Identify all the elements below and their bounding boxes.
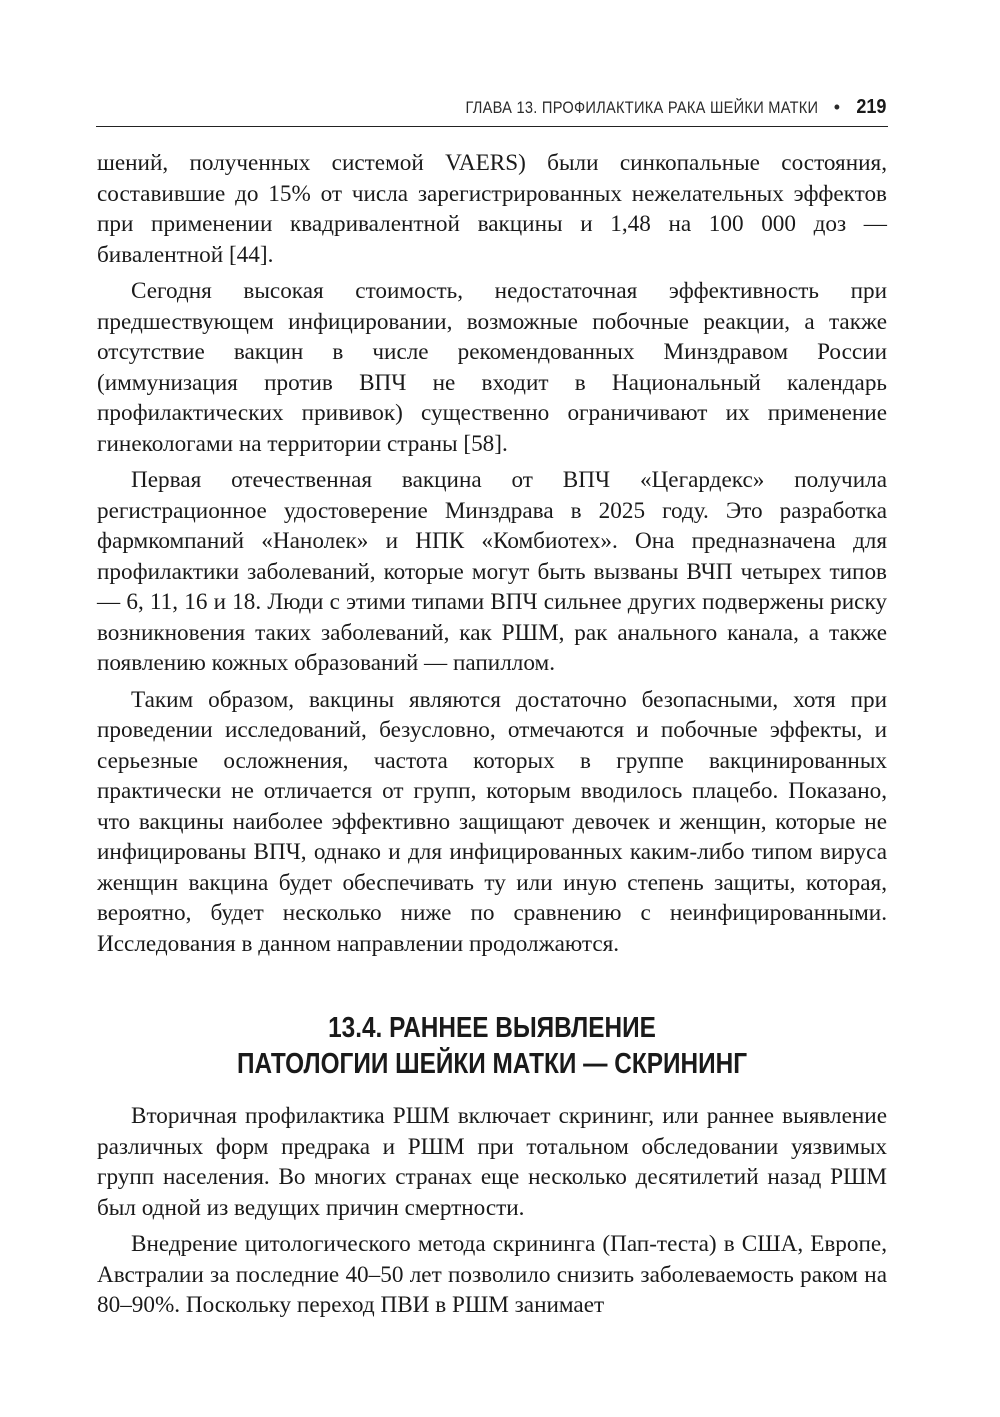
page-number: 219: [855, 96, 886, 118]
paragraph: Сегодня высокая стоимость, недостаточная эффективность при предшествующем инфицировании, возможные побочные реакции, а также отсутствие вакцин в числе рекомендованных Минздравом России (иммунизация против ВПЧ не входит в Национальный календарь профилактических прививок) существенно ограничивают их применение гинекологами на территории страны [58].: [97, 278, 887, 457]
paragraph: Первая отечественная вакцина от ВПЧ «Цегардекс» получила регистрационное удостоверение Минздрава в 2025 году. Это разработка фармкомпаний «Нанолек» и НПК «Комбиотех». Она предназначена для профилактики заболеваний, которые могут быть вызваны ВЧП четырех типов — 6, 11, 16 и 18. Люди с этими типами ВПЧ сильнее других подвержены риску возникновения таких заболеваний, как РШМ, рак анального канала, а также появлению кожных образований — папиллом.: [97, 467, 887, 676]
paragraph: Вторичная профилактика РШМ включает скрининг, или раннее выявление различных форм предрака и РШМ при тотальном обследовании уязвимых групп населения. Во многих странах еще несколько десятилетий назад РШМ был одной из ведущих причин смертности.: [97, 1103, 887, 1221]
section-heading-line-2: ПАТОЛОГИИ ШЕЙКИ МАТКИ — СКРИНИНГ: [236, 1048, 748, 1080]
chapter-title: ГЛАВА 13. ПРОФИЛАКТИКА РАКА ШЕЙКИ МАТКИ: [465, 98, 818, 117]
paragraph: шений, полученных системой VAERS) были синкопальные состояния, составившие до 15% от числа зарегистрированных нежелательных эффектов при применении квадривалентной вакцины и 1,48 на 100 000 доз — бивалентной [44].: [97, 150, 887, 268]
section-heading-line-1: 13.4. РАННЕЕ ВЫЯВЛЕНИЕ: [328, 1012, 656, 1044]
paragraph: Таким образом, вакцины являются достаточно безопасными, хотя при проведении исследований, безусловно, отмечаются и побочные эффекты, и серьезные осложнения, частота которых в группе вакцинированных практически не отличается от групп, которым вводилось плацебо. Показано, что вакцины наиболее эффективно защищают девочек и женщин, которые не инфицированы ВПЧ, однако и для инфицированных каким-либо типом вируса женщин вакцина будет обеспечивать ту или иную степень защиты, которая, вероятно, будет несколько ниже по сравнению с неинфицированными. Исследования в данном направлении продолжаются.: [97, 686, 887, 957]
header-bullet: •: [833, 97, 840, 117]
section-heading: [97, 1010, 887, 1082]
running-header: [96, 96, 888, 127]
body-text-bottom: [97, 1101, 887, 1327]
paragraph: Внедрение цитологического метода скрининга (Пап-теста) в США, Европе, Австралии за последние 40–50 лет позволило снизить заболеваемость раком на 80–90%. Поскольку переход ПВИ в РШМ занимает: [97, 1231, 887, 1318]
body-text-top: [97, 148, 887, 965]
